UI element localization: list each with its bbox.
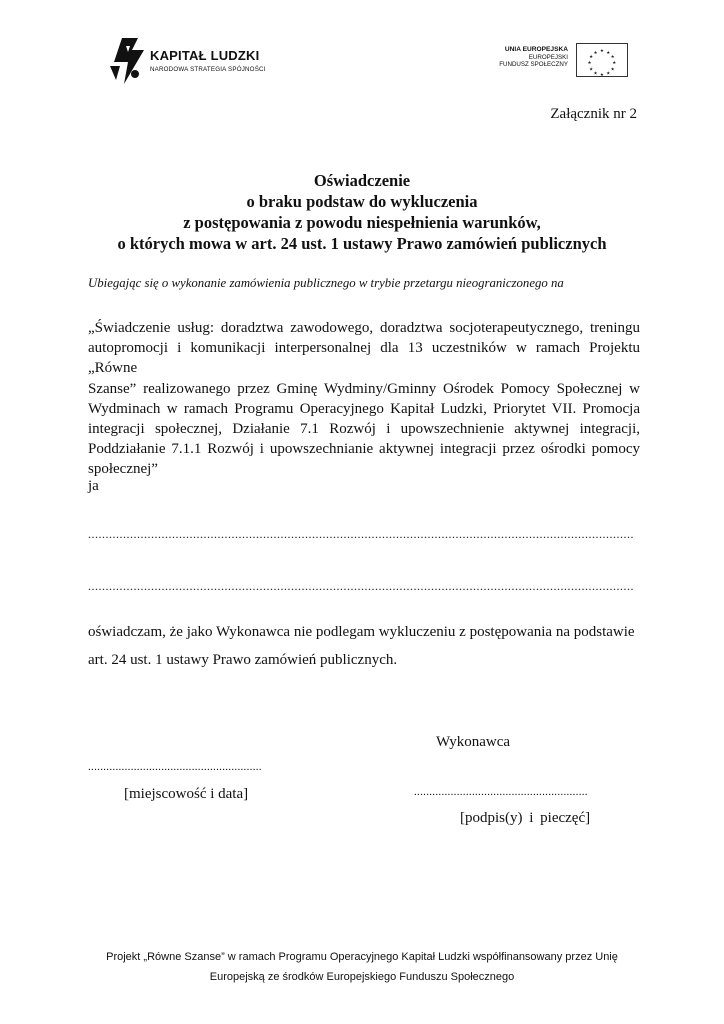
title-line-1: Oświadczenie [313, 171, 411, 190]
body-line-6: Poddziałanie 7.1.1 Rozwój i upowszechnianie aktywnej integracji przez ośrodki pomocy [88, 441, 640, 458]
intro-text: Ubiegając się o wykonanie zamówienia publicznego w trybie przetargu nieograniczonego na [88, 276, 564, 290]
kapital-ludzki-emblem-icon [108, 36, 146, 86]
kapital-ludzki-logo [108, 36, 278, 100]
svg-text:★: ★ [610, 55, 615, 61]
name-fill-line-2[interactable]: ............................................................................................................................................................ [88, 579, 634, 593]
eu-line-3: FUNDUSZ SPOŁECZNY [499, 61, 568, 68]
body-line-2: autopromocji i komunikacji interpersonalnej dla 13 uczestników w ramach Projektu „Równe [88, 340, 640, 377]
place-date-fill-line[interactable]: ......................................................... [88, 761, 262, 773]
body-line-1: „Świadczenie usług: doradztwa zawodowego, doradztwa socjoterapeutycznego, treningu [88, 320, 640, 336]
eu-logo [496, 42, 628, 78]
signature-fill-line[interactable]: ......................................................... [414, 786, 588, 798]
title-line-4: o których mowa w art. 24 ust. 1 ustawy Prawo zamówień publicznych [117, 234, 607, 253]
document-title [0, 170, 724, 254]
svg-text:★: ★ [599, 49, 605, 54]
body-line-4: Wydminach w ramach Programu Operacyjnego Kapitał Ludzki, Priorytet VII. Promocja [88, 400, 640, 417]
svg-text:★: ★ [593, 71, 598, 77]
signature-label: [podpis(y) i pieczęć] [460, 810, 591, 826]
footer-line-1: Projekt „Równe Szanse” w ramach Programu Operacyjnego Kapitał Ludzki współfinansowany przez Unię [106, 951, 618, 963]
svg-text:★: ★ [589, 55, 594, 61]
eu-line-2: EUROPEJSKI [528, 53, 568, 61]
name-fill-line-1[interactable]: ............................................................................................................................................................ [88, 527, 634, 541]
eu-line-1: UNIA EUROPEJSKA [504, 46, 568, 53]
svg-text:★: ★ [593, 50, 598, 56]
body-line-3: Szanse” realizowanego przez Gminę Wydminy/Gminny Ośrodek Pomocy Społecznej w [88, 380, 640, 397]
title-line-2: o braku podstaw do wykluczenia [246, 192, 478, 211]
footer-line-2: Europejską ze środków Europejskiego Funduszu Społecznego [209, 971, 515, 983]
annex-number: Załącznik nr 2 [550, 106, 637, 122]
contract-description [88, 318, 640, 480]
svg-text:★: ★ [587, 61, 592, 67]
place-date-label: [miejscowość i data] [124, 786, 249, 802]
svg-text:★: ★ [612, 61, 617, 67]
footer [0, 947, 724, 987]
svg-text:★: ★ [610, 67, 615, 73]
body-line-5: integracji społecznej, Działanie 7.1 Rozwój i upowszechnienie aktywnej integracji, [88, 421, 640, 438]
svg-text:★: ★ [606, 50, 611, 56]
svg-text:★: ★ [589, 67, 594, 73]
logo-subtitle: NARODOWA STRATEGIA SPÓJNOŚCI [150, 66, 266, 73]
title-line-3: z postępowania z powodu niespełnienia warunków, [183, 213, 541, 232]
logo-title: KAPITAŁ LUDZKI [150, 48, 260, 63]
eu-flag-icon [576, 43, 628, 77]
contractor-label: Wykonawca [436, 734, 511, 750]
body-line-7: społecznej” [88, 461, 158, 478]
svg-text:★: ★ [599, 73, 605, 77]
ja-label: ja [88, 478, 99, 494]
declaration-line-1: oświadczam, że jako Wykonawca nie podlegam wykluczeniu z postępowania na podstawie [88, 624, 635, 640]
declaration-line-2: art. 24 ust. 1 ustawy Prawo zamówień publicznych. [88, 652, 398, 668]
svg-text:★: ★ [606, 71, 611, 77]
eu-logo-text [499, 46, 568, 69]
